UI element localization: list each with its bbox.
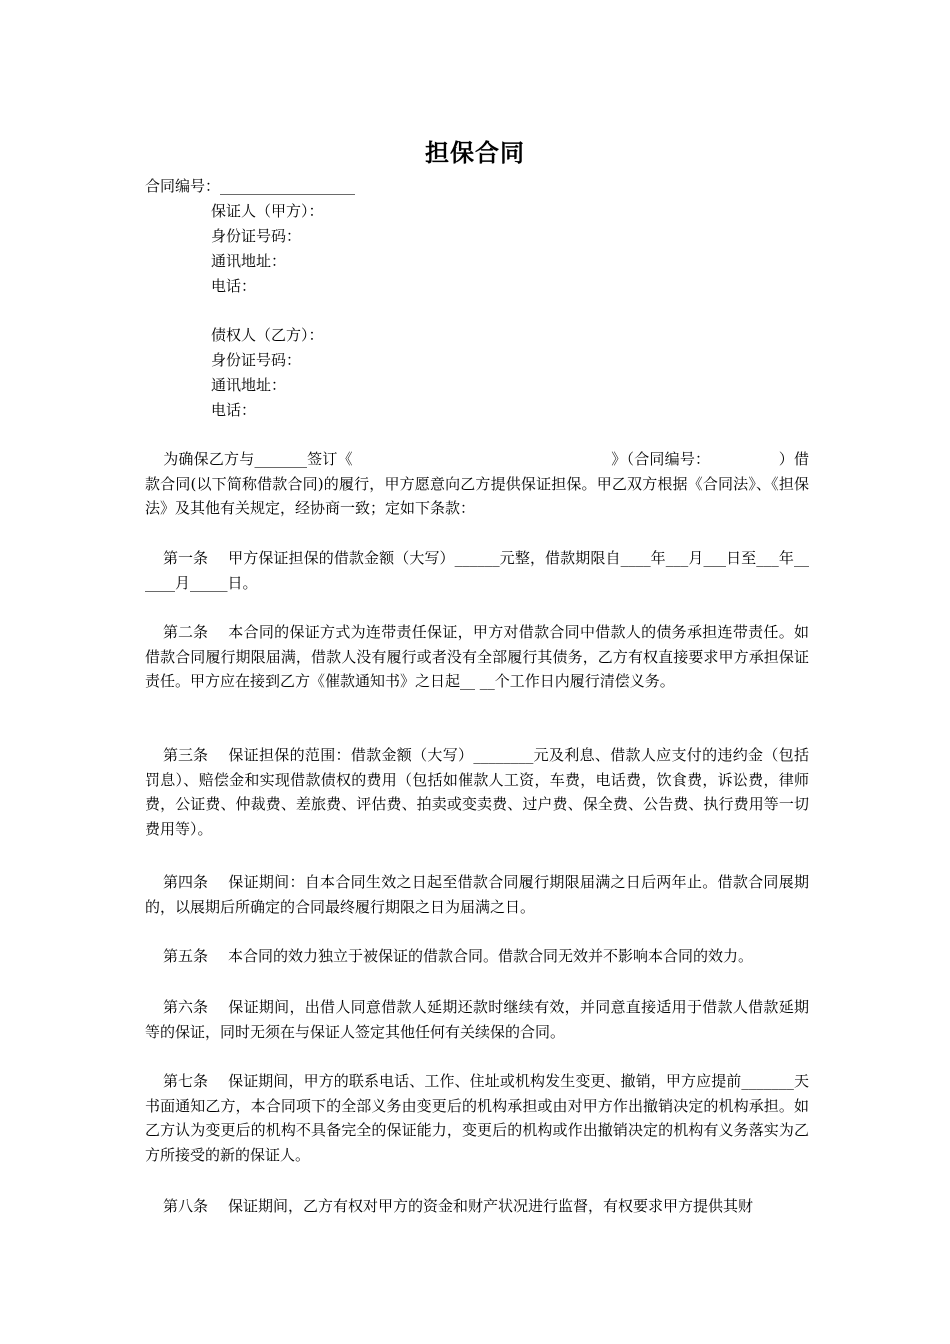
- article-text: 保证期间，乙方有权对甲方的资金和财产状况进行监督，有权要求甲方提供其财: [228, 1197, 754, 1215]
- article-text: 保证担保的范围：借款金额（大写）________元及利息、借款人应支付的违约金（包括罚息）、赔偿金和实现借款债权的费用（包括如催款人工资，车费，电话费，饮食费，诉讼费，律师费，公证费、仲裁费、差旅费、评估费、拍卖或变卖费、过户费、保全费、公告费、执行费用等一切费用等）。: [145, 746, 809, 838]
- article-text: 保证期间：自本合同生效之日起至借款合同履行期限届满之日后两年止。借款合同展期的，以展期后所确定的合同最终履行期限之日为届满之日。: [145, 873, 809, 916]
- article-label: 第七条: [163, 1072, 209, 1090]
- article-4: [145, 870, 809, 919]
- contract-number: 合同编号：__________________: [145, 177, 356, 195]
- article-label: 第五条: [163, 947, 209, 965]
- guarantor-id: 身份证号码：: [211, 227, 302, 245]
- article-7: [145, 1069, 809, 1167]
- article-label: 第八条: [163, 1197, 209, 1215]
- guarantor-address: 通讯地址：: [211, 252, 287, 270]
- article-text: 本合同的效力独立于被保证的借款合同。借款合同无效并不影响本合同的效力。: [228, 947, 754, 965]
- article-label: 第二条: [163, 623, 209, 641]
- preamble-text: 为确保乙方与_______签订《 》（合同编号： ）借款合同(以下简称借款合同)的履行，甲方愿意向乙方提供保证担保。甲乙双方根据《合同法》、《担保法》及其他有关规定，经协商一致；定如下条款：: [145, 450, 809, 517]
- preamble-paragraph: [145, 447, 809, 521]
- article-label: 第四条: [163, 873, 209, 891]
- guarantor-phone: 电话：: [211, 277, 257, 295]
- article-label: 第三条: [163, 746, 209, 764]
- article-label: 第六条: [163, 998, 209, 1016]
- article-text: 甲方保证担保的借款金额（大写）______元整，借款期限自____年___月___日至___年______月_____日。: [145, 549, 809, 592]
- article-2: [145, 620, 809, 694]
- article-8: [145, 1194, 809, 1220]
- article-3: [145, 743, 809, 841]
- article-text: 本合同的保证方式为连带责任保证，甲方对借款合同中借款人的债务承担连带责任。如借款合同履行期限届满，借款人没有履行或者没有全部履行其债务，乙方有权直接要求甲方承担保证责任。甲方应在接到乙方《催款通知书》之日起__ __个工作日内履行清偿义务。: [145, 623, 809, 690]
- article-label: 第一条: [163, 549, 209, 567]
- creditor-id: 身份证号码：: [211, 351, 302, 369]
- article-text: 保证期间，出借人同意借款人延期还款时继续有效，并同意直接适用于借款人借款延期等的保证，同时无须在与保证人签定其他任何有关续保的合同。: [145, 998, 809, 1041]
- creditor-name: 债权人（乙方）：: [211, 326, 324, 344]
- article-1: [145, 546, 809, 595]
- article-5: [145, 944, 809, 969]
- article-text: 保证期间，甲方的联系电话、工作、住址或机构发生变更、撤销，甲方应提前_______天书面通知乙方，本合同项下的全部义务由变更后的机构承担或由对甲方作出撤销决定的机构承担。如乙方认为变更后的机构不具备完全的保证能力，变更后的机构或作出撤销决定的机构有义务落实为乙方所接受的新的保证人。: [145, 1072, 809, 1164]
- creditor-address: 通讯地址：: [211, 376, 287, 394]
- creditor-phone: 电话：: [211, 401, 257, 419]
- document-title: 担保合同: [425, 138, 525, 167]
- guarantor-name: 保证人（甲方）：: [211, 202, 324, 220]
- article-6: [145, 995, 809, 1044]
